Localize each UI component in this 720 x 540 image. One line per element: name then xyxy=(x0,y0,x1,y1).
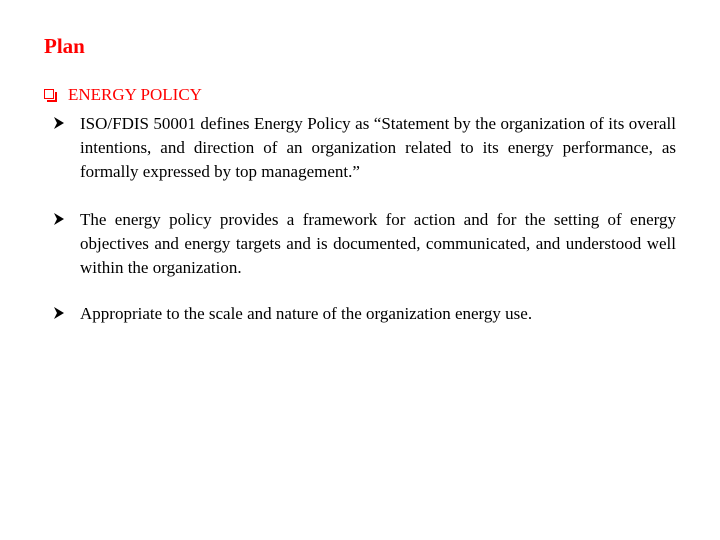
list-item xyxy=(54,112,676,184)
arrowhead-bullet-icon xyxy=(54,112,80,136)
arrowhead-bullet-icon xyxy=(54,302,80,326)
list-item xyxy=(54,302,676,326)
bullet-text: The energy policy provides a framework for action and for the setting of energy objectives and energy targets and is documented, communicated, and understood well within the organization. xyxy=(80,210,676,277)
arrowhead-bullet-icon xyxy=(54,208,80,232)
bullet-text: ISO/FDIS 50001 defines Energy Policy as “Statement by the organization of its overall intentions, and direction of an organization related to its energy performance, as formally expressed by top management.” xyxy=(80,114,676,181)
bullet-list xyxy=(54,112,676,326)
hollow-square-bullet-icon xyxy=(44,89,54,99)
slide-title: Plan xyxy=(44,34,85,58)
section-heading: ENERGY POLICY xyxy=(68,85,202,104)
section-heading-row xyxy=(44,84,202,106)
bullet-text: Appropriate to the scale and nature of the organization energy use. xyxy=(80,304,533,323)
list-item xyxy=(54,208,676,280)
